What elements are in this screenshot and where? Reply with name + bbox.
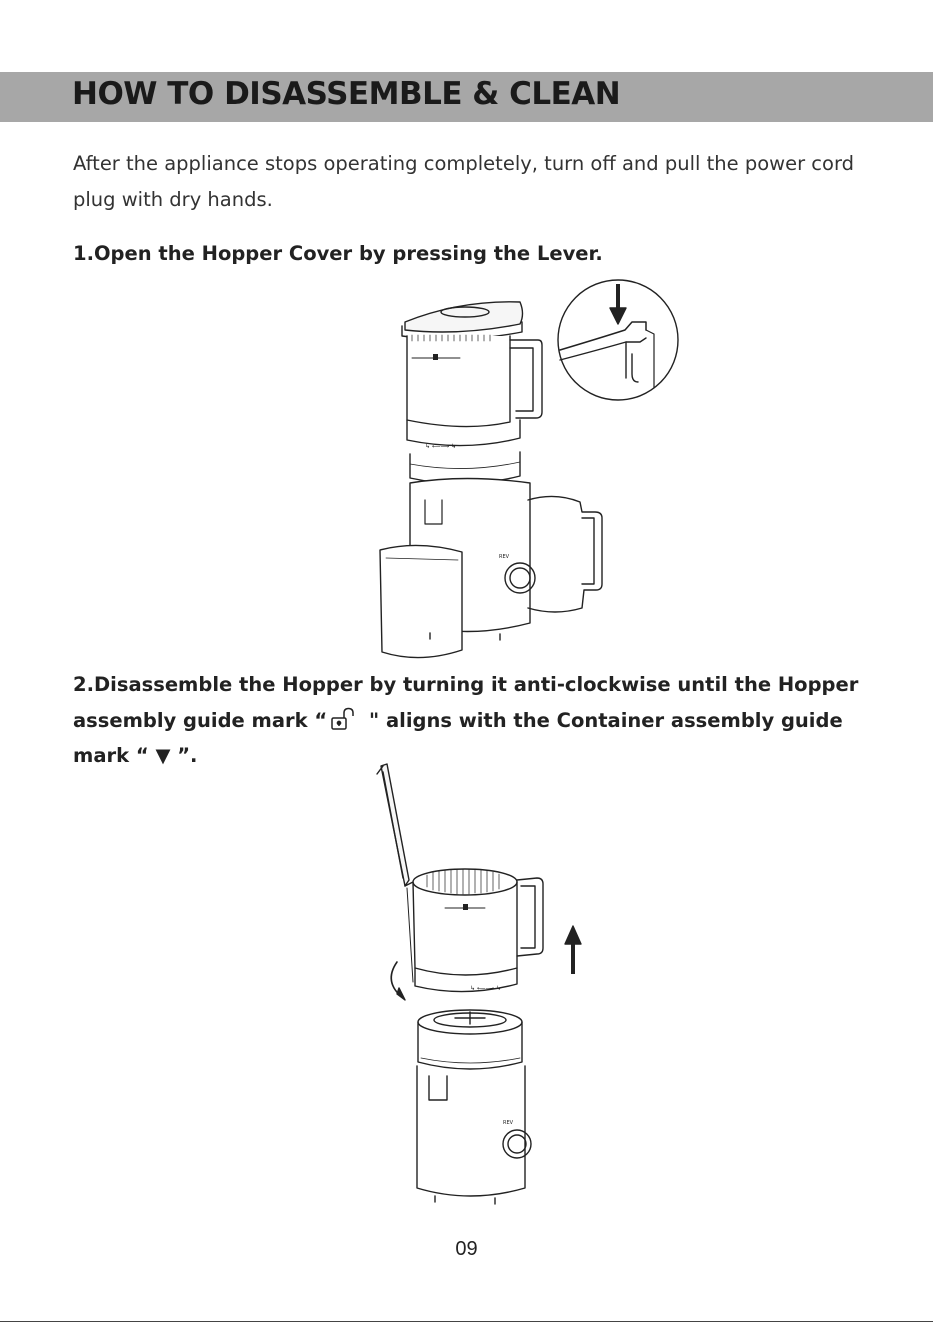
svg-text:REV: REV [499, 554, 510, 560]
step-1-heading: 1.Open the Hopper Cover by pressing the Lever. [73, 242, 603, 265]
step-2-text-part2: " aligns with the Container assembly guide mark “ ▼ ”. [73, 708, 843, 767]
svg-text:↳ ⟵⟶ ↳: ↳ ⟵⟶ ↳ [470, 985, 502, 992]
unlock-padlock-icon [330, 707, 356, 731]
lever-closeup [558, 280, 678, 400]
svg-text:↳ ⟵⟶ ↳: ↳ ⟵⟶ ↳ [425, 443, 457, 450]
svg-text:REV: REV [503, 1120, 514, 1126]
hopper-cover-illustration [402, 302, 523, 339]
bottom-rule [0, 1321, 933, 1322]
figure-disassemble-hopper [375, 762, 615, 1207]
step-2-heading [73, 667, 873, 774]
figure-open-hopper-cover [370, 278, 690, 663]
step-2-text-part1: 2.Disassemble the Hopper by turning it anti-clockwise until the Hopper assembly guide mark “ [73, 673, 859, 732]
page-number: 09 [455, 1238, 478, 1260]
intro-paragraph: After the appliance stops operating completely, turn off and pull the power cord plug with dry hands. [73, 152, 854, 211]
page-title: HOW TO DISASSEMBLE & CLEAN [72, 76, 621, 112]
